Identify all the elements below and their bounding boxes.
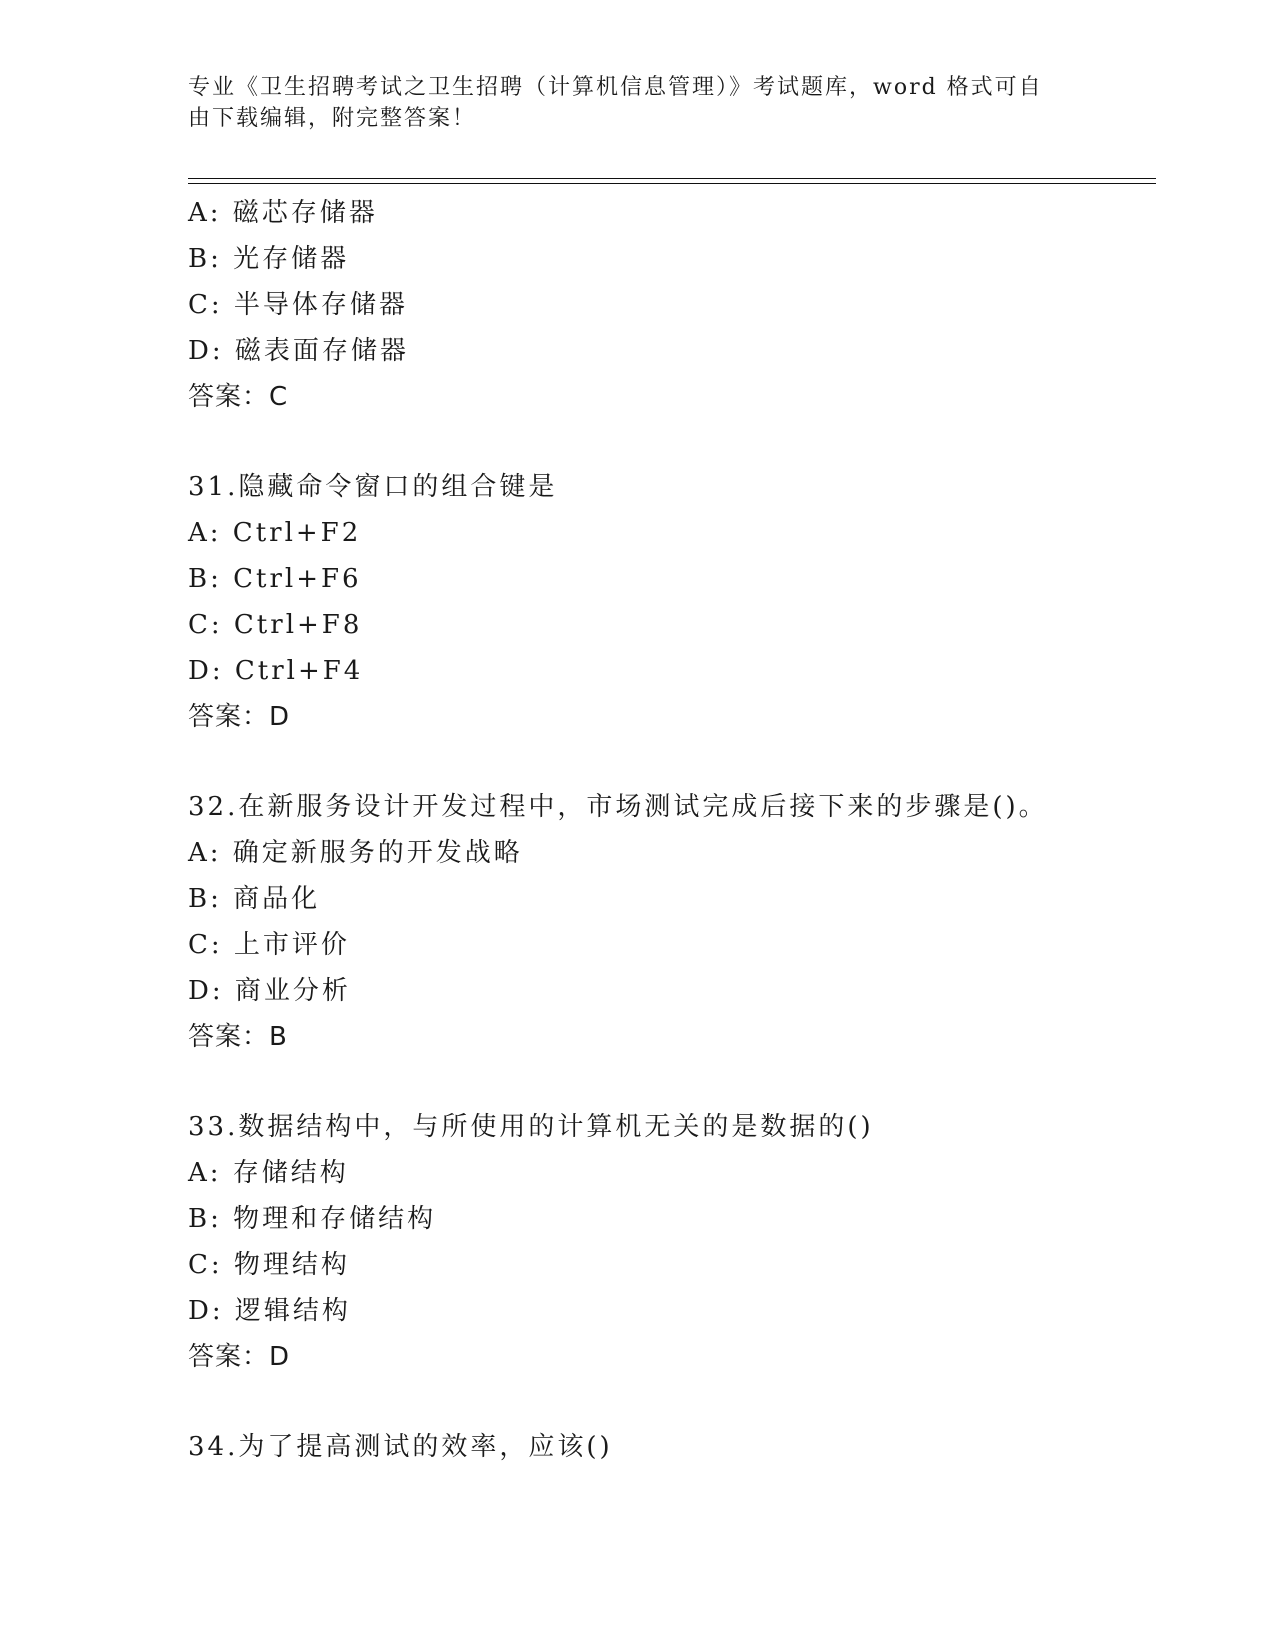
option-d: D: 逻辑结构 <box>188 1296 351 1326</box>
question-block-continued <box>188 190 1188 420</box>
header-line-2: 由下载编辑，附完整答案！ <box>188 106 477 131</box>
header-divider-top <box>188 178 1156 179</box>
spacer <box>188 1380 1188 1424</box>
spacer <box>188 420 1188 464</box>
header-line-1: 专业《卫生招聘考试之卫生招聘（计算机信息管理）》考试题库，word 格式可自 <box>188 75 1043 100</box>
option-b: B: 光存储器 <box>188 244 350 274</box>
option-b: B: Ctrl+F6 <box>188 564 362 594</box>
question-text: 32.在新服务设计开发过程中，市场测试完成后接下来的步骤是()。 <box>188 792 1048 822</box>
option-d: D: Ctrl+F4 <box>188 656 364 686</box>
option-c: C: 上市评价 <box>188 930 350 960</box>
option-d: D: 磁表面存储器 <box>188 336 409 366</box>
question-text: 34.为了提高测试的效率，应该() <box>188 1432 613 1462</box>
question-text: 33.数据结构中，与所使用的计算机无关的是数据的() <box>188 1112 874 1142</box>
question-list <box>188 190 1188 1470</box>
answer-line: 答案：C <box>188 382 289 412</box>
option-a: A: 确定新服务的开发战略 <box>188 838 523 868</box>
header-divider-bottom <box>188 183 1156 184</box>
question-31 <box>188 464 1188 740</box>
document-header <box>188 72 1088 134</box>
question-text: 31.隐藏命令窗口的组合键是 <box>188 472 558 502</box>
answer-line: 答案：B <box>188 1022 288 1052</box>
option-c: C: 半导体存储器 <box>188 290 408 320</box>
question-32 <box>188 784 1188 1060</box>
option-c: C: Ctrl+F8 <box>188 610 363 640</box>
question-34 <box>188 1424 1188 1470</box>
answer-line: 答案：D <box>188 1342 291 1372</box>
option-a: A: Ctrl+F2 <box>188 518 362 548</box>
option-a: A: 磁芯存储器 <box>188 198 378 228</box>
option-b: B: 商品化 <box>188 884 321 914</box>
spacer <box>188 740 1188 784</box>
option-d: D: 商业分析 <box>188 976 351 1006</box>
answer-line: 答案：D <box>188 702 291 732</box>
question-33 <box>188 1104 1188 1380</box>
spacer <box>188 1060 1188 1104</box>
option-a: A: 存储结构 <box>188 1158 349 1188</box>
option-b: B: 物理和存储结构 <box>188 1204 437 1234</box>
option-c: C: 物理结构 <box>188 1250 350 1280</box>
